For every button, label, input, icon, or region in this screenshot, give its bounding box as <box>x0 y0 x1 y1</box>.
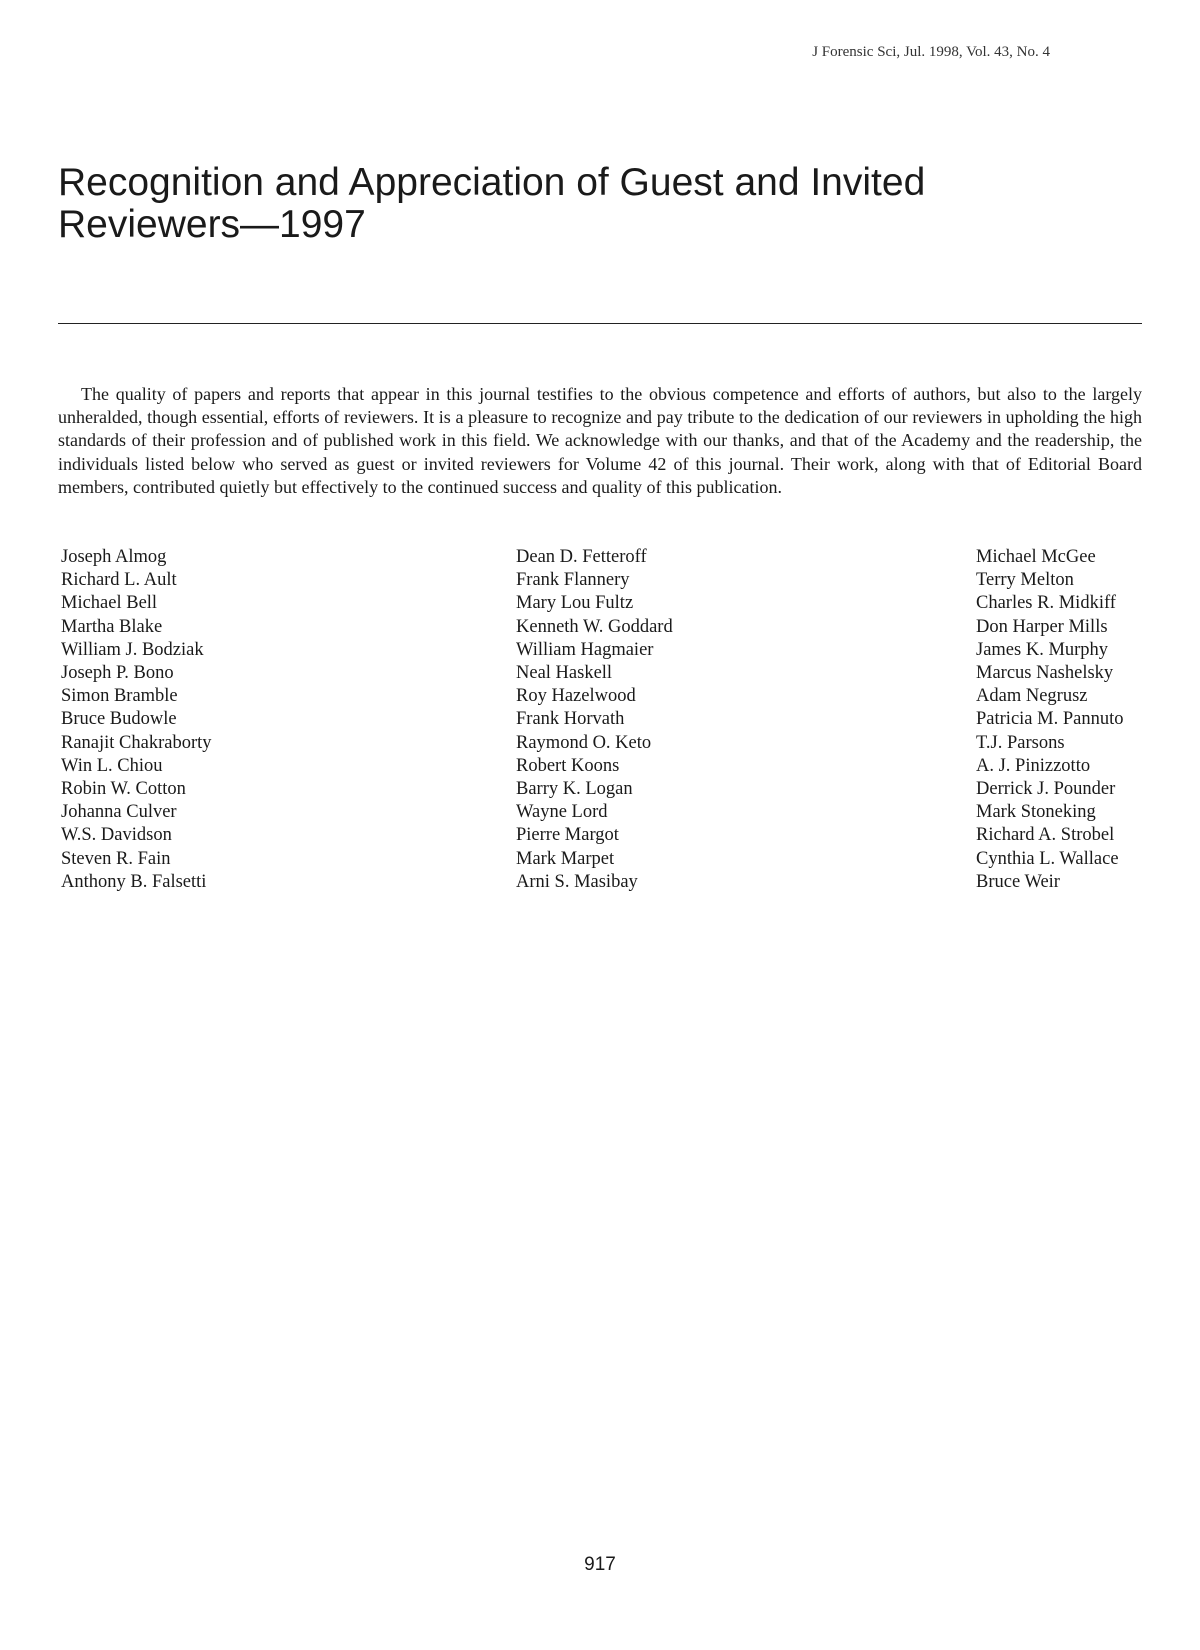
reviewer-name: Derrick J. Pounder <box>976 779 1116 800</box>
reviewer-name: Joseph Almog <box>61 547 167 567</box>
reviewer-name: Kenneth W. Goddard <box>516 616 673 637</box>
reviewer-name: Raymond O. Keto <box>516 732 652 753</box>
reviewer-column-3 <box>976 546 1123 894</box>
reviewer-name: Joseph P. Bono <box>61 663 174 684</box>
running-head: J Forensic Sci, Jul. 1998, Vol. 43, No. 4 <box>812 44 1050 60</box>
reviewer-name: Bruce Weir <box>976 871 1060 892</box>
reviewer-name: Win L. Chiou <box>61 755 163 776</box>
reviewer-name: Robin W. Cotton <box>61 779 186 800</box>
reviewer-name: Neal Haskell <box>516 663 613 684</box>
reviewer-name: William Hagmaier <box>516 639 654 660</box>
reviewer-name: Dean D. Fetteroff <box>516 547 647 567</box>
reviewer-name: Richard A. Strobel <box>976 825 1115 846</box>
page-title-line-1: Recognition and Appreciation of Guest and Invited <box>58 161 926 204</box>
page-title-line-2: Reviewers—1997 <box>58 203 366 246</box>
reviewer-column-1 <box>61 546 212 894</box>
reviewer-name: Bruce Budowle <box>61 709 177 730</box>
reviewer-name: Martha Blake <box>61 616 163 637</box>
reviewer-name: Arni S. Masibay <box>516 871 638 892</box>
reviewer-name: A. J. Pinizzotto <box>976 755 1091 776</box>
reviewer-name: William J. Bodziak <box>61 639 204 660</box>
reviewer-name: Wayne Lord <box>516 802 608 823</box>
reviewer-name: Pierre Margot <box>516 825 619 846</box>
reviewer-name: Charles R. Midkiff <box>976 593 1116 614</box>
reviewer-column-2 <box>516 546 673 894</box>
reviewer-name: T.J. Parsons <box>976 732 1065 753</box>
reviewer-name: Mark Marpet <box>516 848 615 869</box>
reviewer-name: Mark Stoneking <box>976 802 1096 823</box>
reviewer-name: W.S. Davidson <box>61 825 172 846</box>
reviewer-name: Terry Melton <box>976 570 1074 591</box>
title-divider <box>58 323 1142 324</box>
reviewer-name: Michael McGee <box>976 547 1096 567</box>
reviewer-name: Roy Hazelwood <box>516 686 636 707</box>
intro-paragraph: The quality of papers and reports that appear in this journal testifies to the obvious competence and efforts of authors, but also to the largely unheralded, though essential, efforts of reviewers. It is a pleasure to recognize and pay tribute to the dedication of our reviewers in upholding the high standards of their profession and of published work in this field. We acknowledge with our thanks, and that of the Academy and the readership, the individuals listed below who served as guest or invited reviewers for Volume 42 of this journal. Their work, along with that of Editorial Board members, contributed quietly but effectively to the continued success and quality of this publication. <box>58 384 1142 497</box>
reviewer-name: Michael Bell <box>61 593 158 614</box>
reviewer-name: Ranajit Chakraborty <box>61 732 212 753</box>
reviewer-name: Simon Bramble <box>61 686 178 707</box>
reviewer-name: Steven R. Fain <box>61 848 171 869</box>
reviewer-name: Frank Flannery <box>516 570 630 591</box>
page-title <box>58 162 1098 246</box>
reviewer-name: Anthony B. Falsetti <box>61 871 207 892</box>
reviewer-name: Barry K. Logan <box>516 779 633 800</box>
reviewer-name: Mary Lou Fultz <box>516 593 634 614</box>
reviewer-name: Richard L. Ault <box>61 570 177 591</box>
reviewer-name: Frank Horvath <box>516 709 625 730</box>
reviewer-name: Adam Negrusz <box>976 686 1088 707</box>
reviewer-name: Don Harper Mills <box>976 616 1108 637</box>
reviewer-name: James K. Murphy <box>976 639 1109 660</box>
reviewer-name: Johanna Culver <box>61 802 177 823</box>
reviewer-name: Cynthia L. Wallace <box>976 848 1119 869</box>
reviewer-name: Patricia M. Pannuto <box>976 709 1124 730</box>
reviewer-name: Robert Koons <box>516 755 620 776</box>
reviewer-name: Marcus Nashelsky <box>976 663 1114 684</box>
page-number: 917 <box>584 1554 616 1575</box>
